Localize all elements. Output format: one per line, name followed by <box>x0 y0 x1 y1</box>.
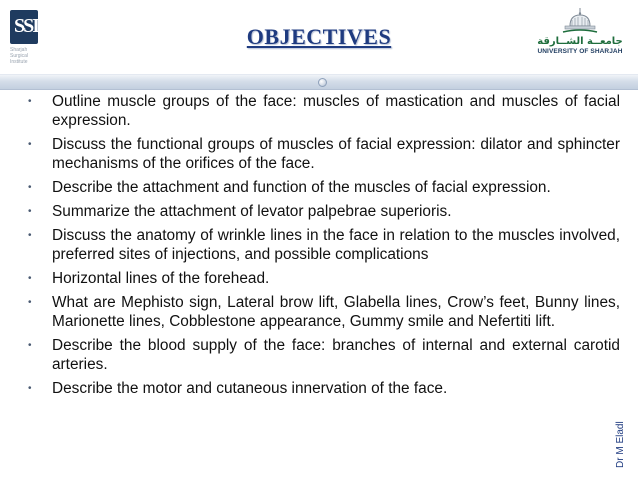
objective-item <box>28 269 620 288</box>
objective-item <box>28 202 620 221</box>
bullet-icon: • <box>28 230 32 241</box>
ssi-logo-subtext-line: Sharjah <box>10 47 28 53</box>
objective-item <box>28 336 620 374</box>
objectives-list <box>28 92 620 403</box>
ssi-logo-subtext-line: Institute <box>10 59 28 65</box>
mosque-dome-emblem-icon <box>561 8 599 34</box>
bullet-icon: • <box>28 297 32 308</box>
university-arabic-name: جامعــة الشــارقة <box>537 36 623 47</box>
objective-text: What are Mephisto sign, Lateral brow lift, Glabella lines, Crow’s feet, Bunny lines, Marionette lines, Cobblestone appearance, Gummy smile and Nefertiti lift. <box>52 294 620 330</box>
objective-text: Describe the blood supply of the face: branches of internal and external carotid arteries. <box>52 337 620 373</box>
objective-text: Describe the attachment and function of the muscles of facial expression. <box>52 179 551 196</box>
author-label: Dr M Eladl <box>615 421 626 468</box>
slide-title: OBJECTIVES <box>246 24 392 49</box>
objective-item <box>28 293 620 331</box>
bullet-icon: • <box>28 340 32 351</box>
bullet-icon: • <box>28 273 32 284</box>
objective-text: Outline muscle groups of the face: muscles of mastication and muscles of facial expression. <box>52 93 620 129</box>
ssi-logo-subtext-line: Surgical <box>10 53 29 59</box>
objective-text: Discuss the anatomy of wrinkle lines in the face in relation to the muscles involved, preferred sites of injections, and possible complications <box>52 227 620 263</box>
bullet-icon: • <box>28 96 32 107</box>
university-of-sharjah-logo <box>528 8 632 68</box>
bullet-icon: • <box>28 383 32 394</box>
objective-text: Describe the motor and cutaneous innervation of the face. <box>52 380 448 397</box>
objective-item <box>28 226 620 264</box>
ssi-logo-mark-text: SSI <box>14 15 39 37</box>
objective-item <box>28 178 620 197</box>
bullet-icon: • <box>28 182 32 193</box>
objective-text: Summarize the attachment of levator palpebrae superioris. <box>52 203 452 220</box>
header-divider-bar <box>0 74 638 90</box>
university-english-name: UNIVERSITY OF SHARJAH <box>537 48 623 55</box>
divider-circle-icon <box>318 78 327 87</box>
objective-item <box>28 379 620 398</box>
objective-text: Discuss the functional groups of muscles of facial expression: dilator and sphincter mechanisms of the orifices of the face. <box>52 136 620 172</box>
objective-item <box>28 92 620 130</box>
bullet-icon: • <box>28 139 32 150</box>
objective-text: Horizontal lines of the forehead. <box>52 270 270 287</box>
objective-item <box>28 135 620 173</box>
bullet-icon: • <box>28 206 32 217</box>
